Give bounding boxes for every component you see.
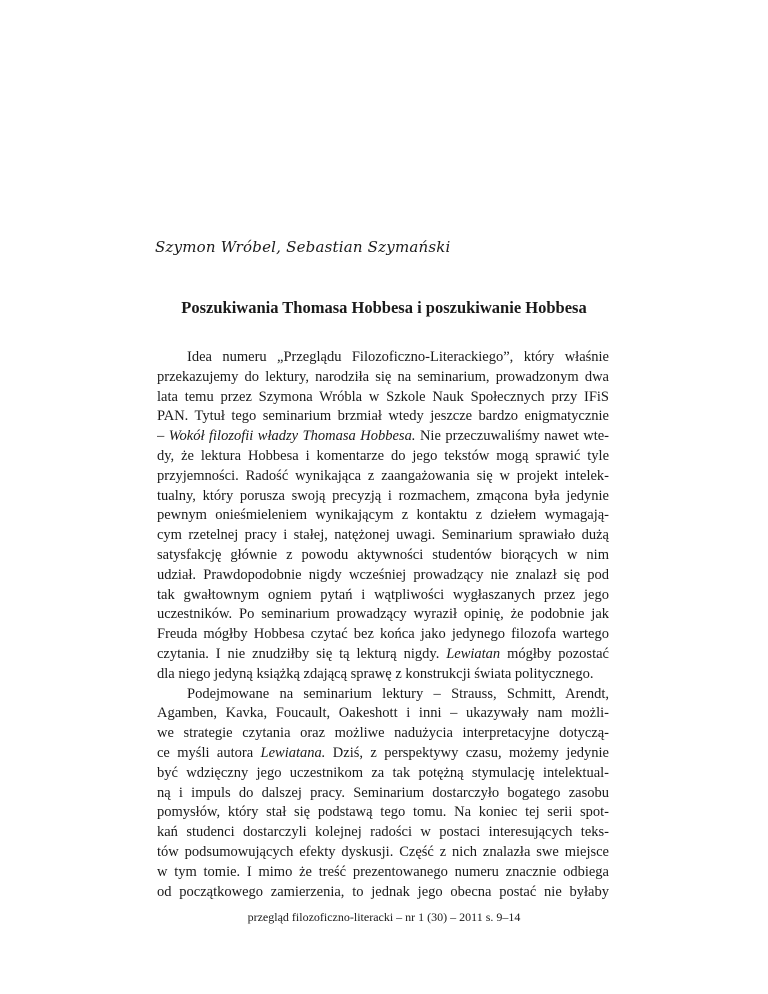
seminar-title: Wokół filozofii władzy Thomasa Hobbesa. [168, 428, 416, 445]
body-line [157, 645, 609, 665]
body-line: Freuda mógłby Hobbesa czytać bez końca jako jedynego filozofa wartego [157, 626, 609, 643]
body-line: od początkowego zamierzenia, to jednak jego obecna postać nie byłaby [157, 883, 609, 900]
body-line: we strategie czytania oraz możliwe nadużycia interpretacyjne dotyczą- [157, 725, 609, 742]
body-text: ce myśli autora [157, 744, 261, 761]
book-title: Lewiatan [446, 645, 501, 662]
body-line: udział. Prawdopodobnie nigdy wcześniej prowadzący nie znalazł się pod [157, 566, 609, 583]
body-line: tów podsumowujących efekty dyskusji. Część z nich znalazła swe miejsce [157, 843, 609, 860]
body-line: satysfakcję głównie z powodu aktywności studentów biorących w nim [157, 546, 609, 563]
article-authors: Szymon Wróbel, Sebastian Szymański [155, 238, 451, 256]
body-text: – [157, 428, 169, 445]
body-line: uczestników. Po seminarium prowadzący wyraził opinię, że podobnie jak [157, 606, 609, 623]
article-title: Poszukiwania Thomasa Hobbesa i poszukiwanie Hobbesa [181, 298, 587, 317]
body-line: pomysłów, który stał się podstawą tego tomu. Na koniec tej serii spot- [157, 804, 609, 821]
body-text: mógłby pozostać [500, 645, 609, 662]
book-title: Lewiatana. [260, 744, 326, 761]
page-footer: przegląd filozoficzno-literacki – nr 1 (30) – 2011 s. 9–14 [247, 910, 521, 924]
body-line: Agamben, Kavka, Foucault, Oakeshott i inni – ukazywały nam możli- [157, 705, 609, 722]
body-line: przekazujemy do lektury, narodziła się na seminarium, prowadzonym dwa [157, 368, 609, 385]
body-text: Nie przeczuwaliśmy nawet wte- [415, 428, 609, 445]
body-line: przyjemności. Radość wynikająca z zaangażowania się w projekt intelek- [157, 467, 609, 484]
body-text: Dziś, z perspektywy czasu, możemy jedynie [325, 744, 609, 761]
body-line: tualny, który porusza swoją precyzją i rozmachem, zmącona była jedynie [157, 487, 609, 504]
body-line: cym rzetelnej pracy i stałej, natężonej uwagi. Seminarium sprawiało dużą [157, 527, 609, 544]
body-line: PAN. Tytuł tego seminarium brzmiał wtedy jeszcze bardzo enigmatycznie [157, 408, 609, 425]
article-body [157, 348, 609, 902]
body-line: Idea numeru „Przeglądu Filozoficzno-Literackiego”, który właśnie [187, 349, 609, 365]
body-text: czytania. I nie znudziłby się tą lekturą nigdy. [157, 645, 447, 662]
body-line: ną i impuls do dalszej pracy. Seminarium dostarczyło bogatego zasobu [157, 784, 609, 801]
body-line: dla niego jedyną książką zdającą sprawę z konstrukcji świata politycznego. [157, 665, 594, 682]
body-line: lata temu przez Szymona Wróbla w Szkole Nauk Społecznych przy IFiS [157, 388, 609, 405]
body-line: kań studenci dostarczyli kolejnej radości w postaci interesujących teks- [157, 824, 609, 841]
body-line: w tym tomie. I mimo że treść prezentowanego numeru znacznie odbiega [157, 863, 609, 880]
body-line: Podejmowane na seminarium lektury – Strauss, Schmitt, Arendt, [187, 685, 609, 702]
body-line [157, 744, 609, 764]
body-line: dy, że lektura Hobbesa i komentarze do jego tekstów mogą sprawić tyle [157, 447, 609, 464]
body-line: tak gwałtownym ogniem pytań i wątpliwości wygłaszanych przez jego [157, 586, 609, 603]
body-line: być wdzięczny jego uczestnikom za tak potężną stymulację intelektual- [157, 764, 609, 781]
body-line: pewnym onieśmieleniem wynikającym z kontaktu z dziełem wymagają- [157, 507, 609, 524]
body-line [157, 427, 609, 447]
